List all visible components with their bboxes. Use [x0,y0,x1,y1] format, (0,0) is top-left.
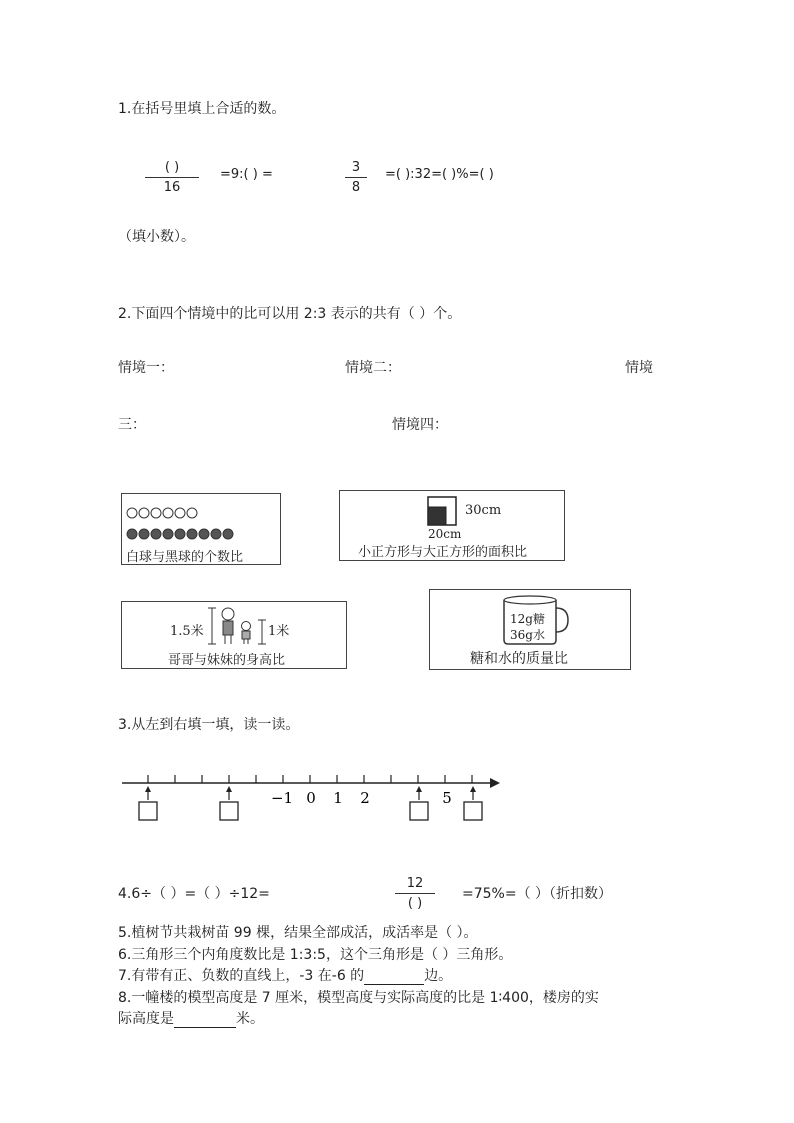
tick-label-0: 0 [306,789,316,807]
scenario-2-caption: 小正方形与大正方形的面积比 [358,545,528,560]
small-square [428,507,446,525]
q2-scenario-3-label-a: 情境 [625,360,653,376]
q4-fraction-denominator[interactable]: ( ) [407,896,423,911]
answer-box-4[interactable] [464,802,482,820]
q7 [118,965,452,985]
tick-label-neg1: −1 [270,789,294,807]
cup-label-water: 36g水 [510,628,545,642]
q1-fraction-2-numerator: 3 [351,160,361,175]
scenario-3-card [121,601,347,669]
q1-title: 1.在括号里填上合适的数。 [118,101,286,117]
cup-label-sugar: 12g糖 [510,612,545,626]
q2-scenario-3-label-b: 三： [118,417,146,433]
q4-fraction-numerator: 12 [406,876,424,891]
scenario-3-left-label: 1.5米 [170,624,204,639]
q2-scenario-1-label: 情境一： [118,360,174,376]
q8-text-pre: 际高度是 [118,1011,174,1027]
q1-ratio-blank[interactable]: =9:( ) = [220,167,273,182]
q2-title: 2.下面四个情境中的比可以用 2:3 表示的共有（ ）个。 [118,306,462,322]
tick-label-1: 1 [333,789,343,807]
answer-box-3[interactable] [410,802,428,820]
q6[interactable]: 6.三角形三个内角度数比是 1:3:5，这个三角形是（ ）三角形。 [118,947,513,963]
number-line-arrowhead [490,778,500,788]
q4-part-b[interactable]: =75%=（ ）（折扣数） [462,886,613,902]
q7-answer-blank[interactable] [364,968,424,985]
q5[interactable]: 5.植树节共栽树苗 99 棵，结果全部成活，成活率是（ ）。 [118,925,478,941]
q2-scenario-4-label: 情境四： [392,417,448,433]
q8-line-1: 8.一幢楼的模型高度是 7 厘米，模型高度与实际高度的比是 1∶400，楼房的实 [118,990,599,1006]
number-line [0,760,794,840]
q1-fraction-2 [345,160,367,195]
scenario-3-caption: 哥哥与妹妹的身高比 [168,653,286,668]
q4-part-a[interactable]: 4.6÷（ ）=（ ）÷12= [118,886,270,902]
q1-fraction-1-denominator: 16 [163,180,181,195]
answer-box-1[interactable] [139,802,157,820]
black-balls [127,529,233,539]
siblings-illustration [122,602,346,652]
q8-answer-blank[interactable] [174,1011,236,1028]
sister-figure [242,622,251,645]
q1-fraction-1-numerator[interactable]: ( ) [164,160,180,175]
q2-scenario-2-label: 情境二： [345,360,401,376]
q7-text-post: 边。 [424,968,453,984]
q7-text-pre: 7.有带有正、负数的直线上，-3 在-6 的 [118,968,365,984]
scenario-1-caption: 白球与黑球的个数比 [126,550,244,565]
scenario-2-card [339,490,565,561]
scenario-3-right-label: 1米 [268,624,290,639]
balls-illustration [122,498,280,548]
scenario-4-card [429,589,631,670]
q1-fraction-2-denominator: 8 [351,180,361,195]
tick-label-2: 2 [360,789,370,807]
brother-figure [222,608,234,644]
q8-line-2 [118,1008,264,1028]
q1-note: （填小数）。 [118,229,195,245]
q3-title: 3.从左到右填一填，读一读。 [118,717,300,733]
q4-fraction [395,876,435,911]
scenario-4-caption: 糖和水的质量比 [470,651,568,667]
white-balls [127,508,197,518]
scenario-2-bottom-label: 20cm [428,527,462,541]
q1-fraction-1 [145,160,199,195]
q1-blanks[interactable]: =( ):32=( )%=( ) [385,167,494,182]
tick-label-5: 5 [442,789,452,807]
q8-text-post: 米。 [236,1011,264,1027]
answer-box-2[interactable] [220,802,238,820]
scenario-2-side-label: 30cm [465,503,502,518]
scenario-1-card [121,493,281,565]
